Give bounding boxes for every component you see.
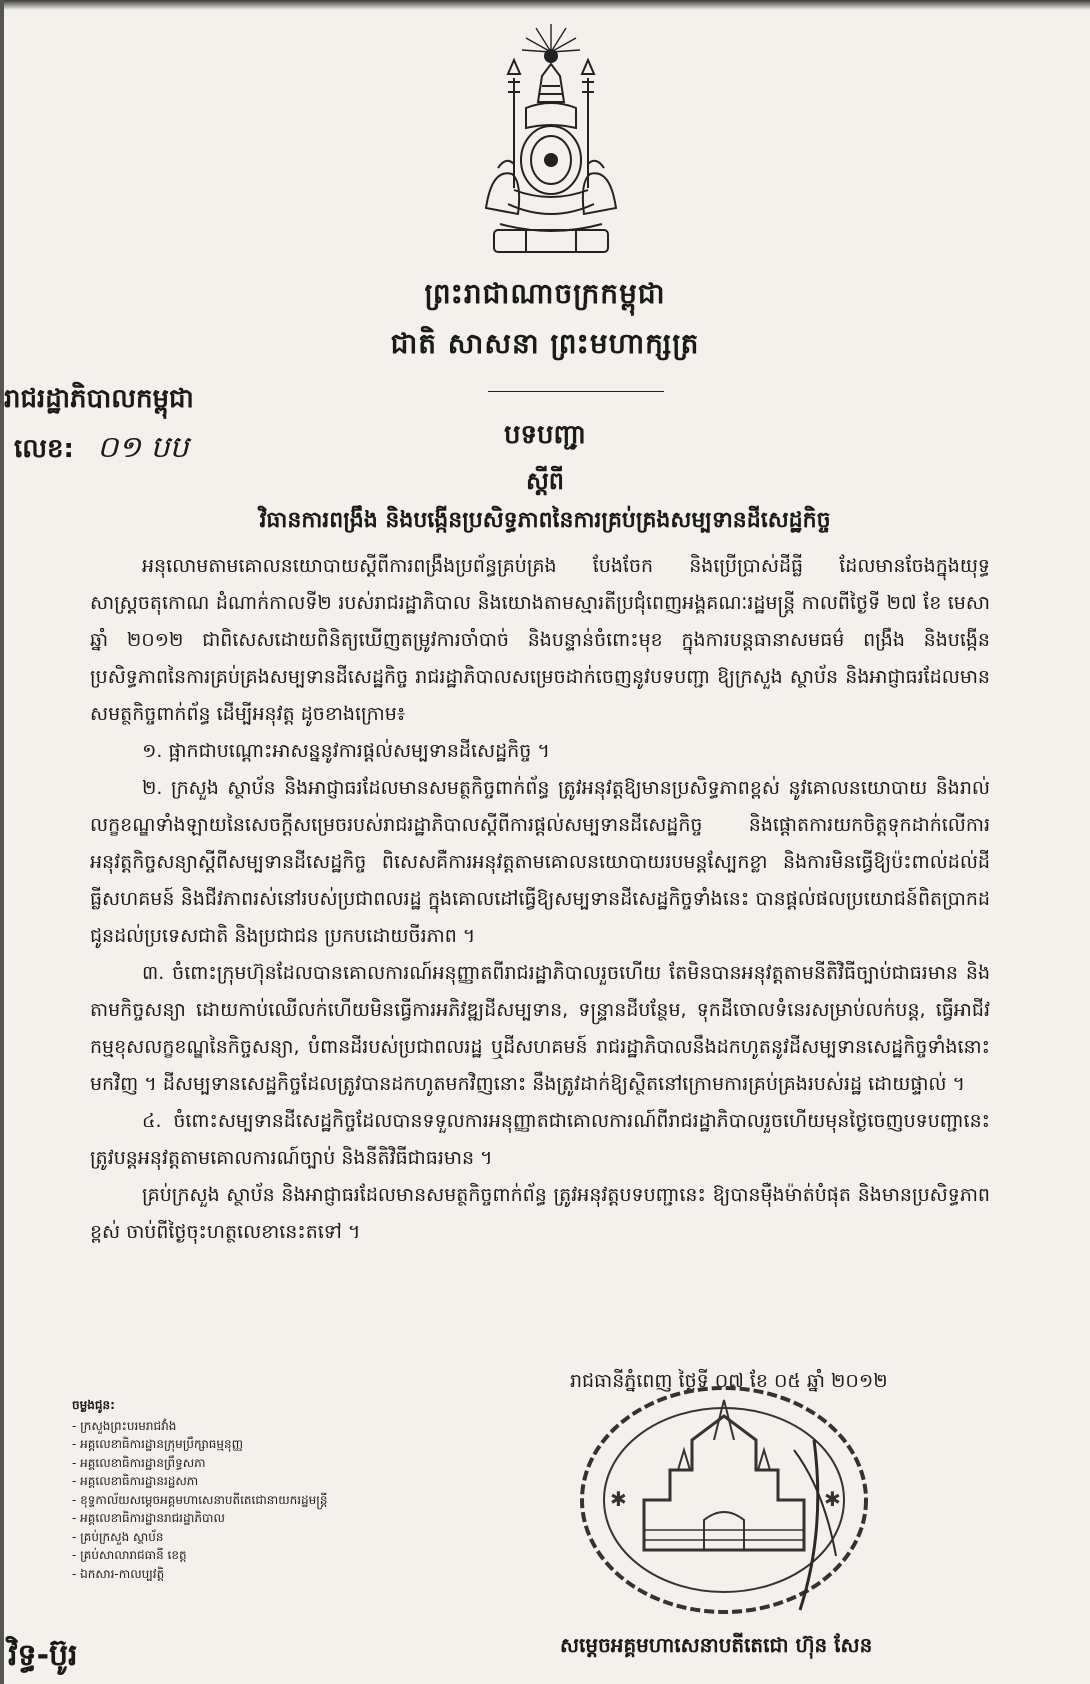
royal-coat-of-arms-icon [478,18,624,268]
recipient-item: - ឯកសារ-កាលប្បវត្តិ [72,1565,327,1584]
number-value-handwritten: ០១ បប [96,430,189,465]
on-label: ស្ដីពី [525,467,565,495]
article-1: ១. ផ្អាកជាបណ្ដោះអាសន្ននូវការផ្ដល់សម្បទានដីសេដ្ឋកិច្ច ។ [142,740,550,762]
motto-divider [488,391,664,392]
national-motto: ជាតិ សាសនា ព្រះមហាក្សត្រ [390,327,700,360]
svg-text:✱: ✱ [610,1487,627,1511]
signing-place-date: រាជធានីភ្នំពេញ ថ្ងៃទី ០៧ ខែ ០៥ ឆ្នាំ ២០១២ [570,1370,888,1392]
scan-edge-left [0,0,4,1684]
recipient-item: - ក្រសួងព្រះបរមរាជវាំង [72,1417,327,1436]
article-4: ៤. ចំពោះសម្បទានដីសេដ្ឋកិច្ចដែលបានទទួលការអនុញ្ញាតជាគោលការណ៍ពីរាជរដ្ឋាភិបាលរួចហើយមុនថ្ងៃចេញបទបញ្ជានេះ ត្រូវបន្តអនុវត្តតាមគោលការណ៍ច្បាប់ និងនីតិវិធីជាធរមាន ។ [90,1110,990,1169]
recipient-item: - អគ្គលេខាធិការដ្ឋានរដ្ឋសភា [72,1472,327,1491]
signer-name: សម្ដេចអគ្គមហាសេនាបតីតេជោ ហ៊ុន សែន [560,1633,873,1657]
number-label: លេខ: [14,434,74,464]
recipient-item: - គ្រប់សាលារាជធានី ខេត្ត [72,1546,327,1565]
recipients-items [72,1417,327,1584]
scan-edge-top [0,0,1090,10]
recipients-list [72,1396,327,1583]
kingdom-heading: ព្រះរាជាណាចក្រកម្ពុជា [424,277,666,310]
official-seal-stamp [574,1380,880,1620]
article-3: ៣. ចំពោះក្រុមហ៊ុនដែលបានគោលការណ៍អនុញ្ញាតពីរាជរដ្ឋាភិបាលរួចហើយ តែមិនបានអនុវត្តតាមនីតិវិធីច្បាប់ជាធរមាន និងតាមកិច្ចសន្យា ដោយកាប់ឈើលក់ហើយមិនធ្វើការអភិវឌ្ឍដីសម្បទាន, ទន្ទ្រានដីបន្ថែម, ទុកដីចោលទំនេរសម្រាប់លក់បន្ត, ធ្វើអាជីវកម្មខុសលក្ខខណ្ឌនៃកិច្ចសន្យា, បំពានដីរបស់ប្រជាពលរដ្ឋ ឬដីសហគមន៍ រាជរដ្ឋាភិបាលនឹងដកហូតនូវដីសម្បទានសេដ្ឋកិច្ចទាំងនោះមកវិញ ។ ដីសម្បទានសេដ្ឋកិច្ចដែលត្រូវបានដកហូតមកវិញនោះ នឹងត្រូវដាក់ឱ្យស្ថិតនៅក្រោមការគ្រប់គ្រងរបស់រដ្ឋ ដោយផ្ទាល់ ។ [90,962,990,1095]
footer-mark: វិទ្ធ-ប៊ូរ [8,1638,78,1673]
recipient-item: - គ្រប់ក្រសួង ស្ថាប័ន [72,1528,327,1547]
recipient-item: - អគ្គលេខាធិការដ្ឋានរាជរដ្ឋាភិបាល [72,1509,327,1528]
intro-paragraph: អនុលោមតាមគោលនយោបាយស្ដីពីការពង្រឹងប្រព័ន្ធគ្រប់គ្រង បែងចែក និងប្រើប្រាស់ដីធ្លី ដែលមានចែងក្នុងយុទ្ធសាស្ត្រចតុកោណ ដំណាក់កាលទី២ របស់រាជរដ្ឋាភិបាល និងយោងតាមស្មារតីប្រជុំពេញអង្គគណៈរដ្ឋមន្ត្រី កាលពីថ្ងៃទី ២៧ ខែ មេសា ឆ្នាំ ២០១២ ជាពិសេសដោយពិនិត្យឃើញតម្រូវការចាំបាច់ និងបន្ទាន់ចំពោះមុខ ក្នុងការបន្តធានាសមធម៌ ពង្រឹង និងបង្កើនប្រសិទ្ធភាពនៃការគ្រប់គ្រងសម្បទានដីសេដ្ឋកិច្ច រាជរដ្ឋាភិបាលសម្រេចដាក់ចេញនូវបទបញ្ជា ឱ្យក្រសួង ស្ថាប័ន និងអាជ្ញាធរដែលមានសមត្ថកិច្ចពាក់ព័ន្ធ ដើម្បីអនុវត្ត ដូចខាងក្រោម៖ [90,555,990,725]
svg-text:✱: ✱ [824,1487,841,1511]
recipient-item: - អគ្គលេខាធិការដ្ឋានព្រឹទ្ធសភា [72,1454,327,1473]
document-body [90,548,990,1251]
recipient-item: - អគ្គលេខាធិការដ្ឋានក្រុមប្រឹក្សាធម្មនុញ្ញ [72,1435,327,1454]
recipients-heading: ចម្លងជូន: [72,1398,115,1412]
document-subject: វិធានការពង្រឹង និងបង្កើនប្រសិទ្ធភាពនៃការគ្រប់គ្រងសម្បទានដីសេដ្ឋកិច្ច [259,508,831,533]
closing-paragraph: គ្រប់ក្រសួង ស្ថាប័ន និងអាជ្ញាធរដែលមានសមត្ថកិច្ចពាក់ព័ន្ធ ត្រូវអនុវត្តបទបញ្ជានេះ ឱ្យបានម៉ឺងម៉ាត់បំផុត និងមានប្រសិទ្ធភាពខ្ពស់ ចាប់ពីថ្ងៃចុះហត្ថលេខានេះតទៅ ។ [90,1184,990,1243]
document-type: បទបញ្ជា [503,420,586,450]
issuing-government: រាជរដ្ឋាភិបាលកម្ពុជា [4,384,194,414]
article-2: ២. ក្រសួង ស្ថាប័ន និងអាជ្ញាធរដែលមានសមត្ថកិច្ចពាក់ព័ន្ធ ត្រូវអនុវត្តឱ្យមានប្រសិទ្ធភាពខ្ពស់ នូវគោលនយោបាយ និងរាល់លក្ខខណ្ឌទាំងឡាយនៃសេចក្ដីសម្រេចរបស់រាជរដ្ឋាភិបាលស្ដីពីការផ្ដល់សម្បទានដីសេដ្ឋកិច្ច និងផ្ដោតការយកចិត្តទុកដាក់លើការអនុវត្តកិច្ចសន្យាស្ដីពីសម្បទានដីសេដ្ឋកិច្ច ពិសេសគឺការអនុវត្តតាមគោលនយោបាយរបមន្តស្បែកខ្លា និងការមិនធ្វើឱ្យប៉ះពាល់ដល់ដីធ្លីសហគមន៍ និងជីវភាពរស់នៅរបស់ប្រជាពលរដ្ឋ ក្នុងគោលដៅធ្វើឱ្យសម្បទានដីសេដ្ឋកិច្ចទាំងនេះ បានផ្ដល់ផលប្រយោជន៍ពិតប្រាកដ ជូនដល់ប្រទេសជាតិ និងប្រជាជន ប្រកបដោយចីរភាព ។ [90,777,990,947]
recipient-item: - ខុទ្ទកាល័យសម្ដេចអគ្គមហាសេនាបតីតេជោនាយករដ្ឋមន្ត្រី [72,1491,327,1510]
